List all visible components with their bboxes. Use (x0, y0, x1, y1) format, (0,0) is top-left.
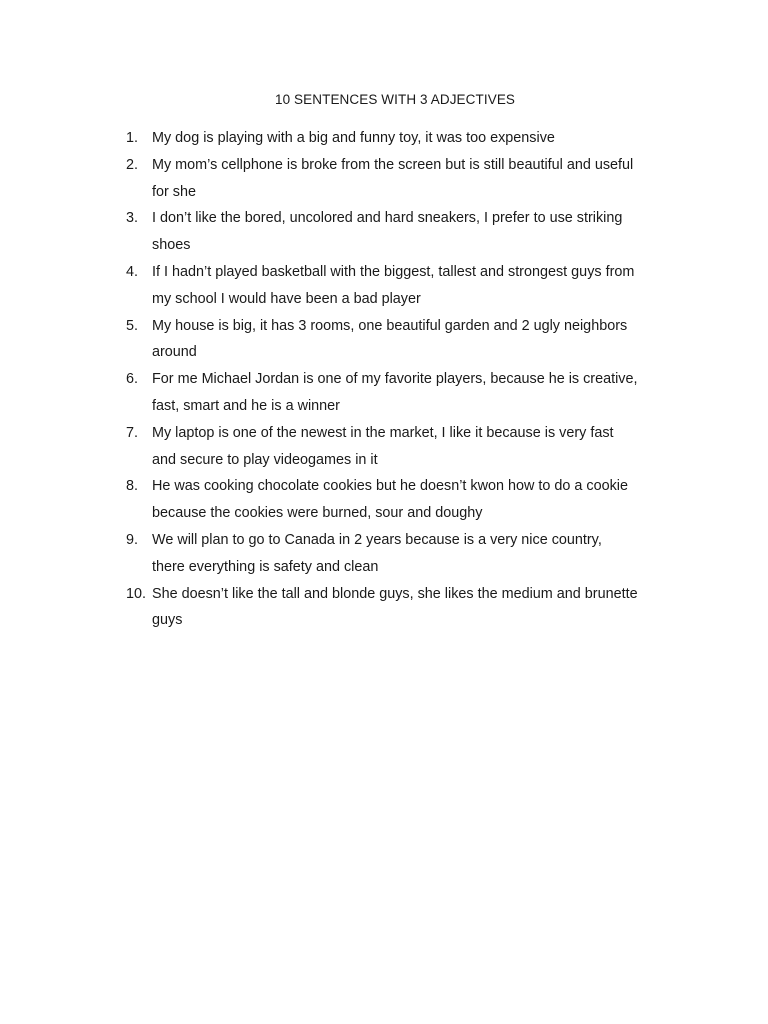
list-item (126, 313, 666, 367)
item-text-line: She doesn’t like the tall and blonde guys, she likes the medium and brunette (152, 585, 638, 602)
list-item (126, 152, 666, 206)
list-item (126, 125, 666, 152)
item-number: 6. (126, 371, 139, 388)
item-text-line: fast, smart and he is a winner (152, 397, 340, 414)
item-number: 8. (126, 478, 139, 495)
item-text-line: guys (152, 612, 183, 629)
item-text-line: He was cooking chocolate cookies but he doesn’t kwon how to do a cookie (152, 478, 628, 495)
item-number: 3. (126, 210, 139, 227)
item-text-line: my school I would have been a bad player (152, 290, 421, 307)
item-number: 7. (126, 424, 139, 441)
item-text-line: shoes (152, 237, 191, 254)
item-text-line: I don’t like the bored, uncolored and hard sneakers, I prefer to use striking (152, 210, 623, 227)
list-item (126, 420, 666, 474)
item-text-line: My mom’s cellphone is broke from the screen but is still beautiful and useful (152, 156, 634, 173)
list-item (126, 366, 666, 420)
item-number: 10. (126, 585, 147, 602)
list-item (126, 527, 666, 581)
item-number: 5. (126, 317, 139, 334)
item-text-line: My laptop is one of the newest in the market, I like it because is very fast (152, 424, 614, 441)
list-item (126, 473, 666, 527)
item-text-line: We will plan to go to Canada in 2 years because is a very nice country, (152, 531, 602, 548)
item-text-line: around (152, 344, 197, 361)
item-text-line: For me Michael Jordan is one of my favorite players, because he is creative, (152, 371, 638, 388)
list-item (126, 581, 666, 635)
item-text-line: there everything is safety and clean (152, 558, 379, 575)
item-text-line: My dog is playing with a big and funny toy, it was too expensive (152, 130, 555, 146)
item-text-line: for she (152, 183, 196, 200)
item-text-line: If I hadn’t played basketball with the biggest, tallest and strongest guys from (152, 263, 635, 280)
item-text-line: and secure to play videogames in it (152, 451, 378, 468)
item-number: 1. (126, 130, 139, 146)
list-item (126, 259, 666, 313)
item-number: 9. (126, 531, 139, 548)
item-number: 4. (126, 263, 139, 280)
sentence-list (126, 125, 666, 634)
list-item (126, 205, 666, 259)
item-text-line: My house is big, it has 3 rooms, one beautiful garden and 2 ugly neighbors (152, 317, 628, 334)
item-number: 2. (126, 156, 139, 173)
page-title: 10 SENTENCES WITH 3 ADJECTIVES (274, 92, 516, 107)
item-text-line: because the cookies were burned, sour and doughy (152, 505, 483, 522)
